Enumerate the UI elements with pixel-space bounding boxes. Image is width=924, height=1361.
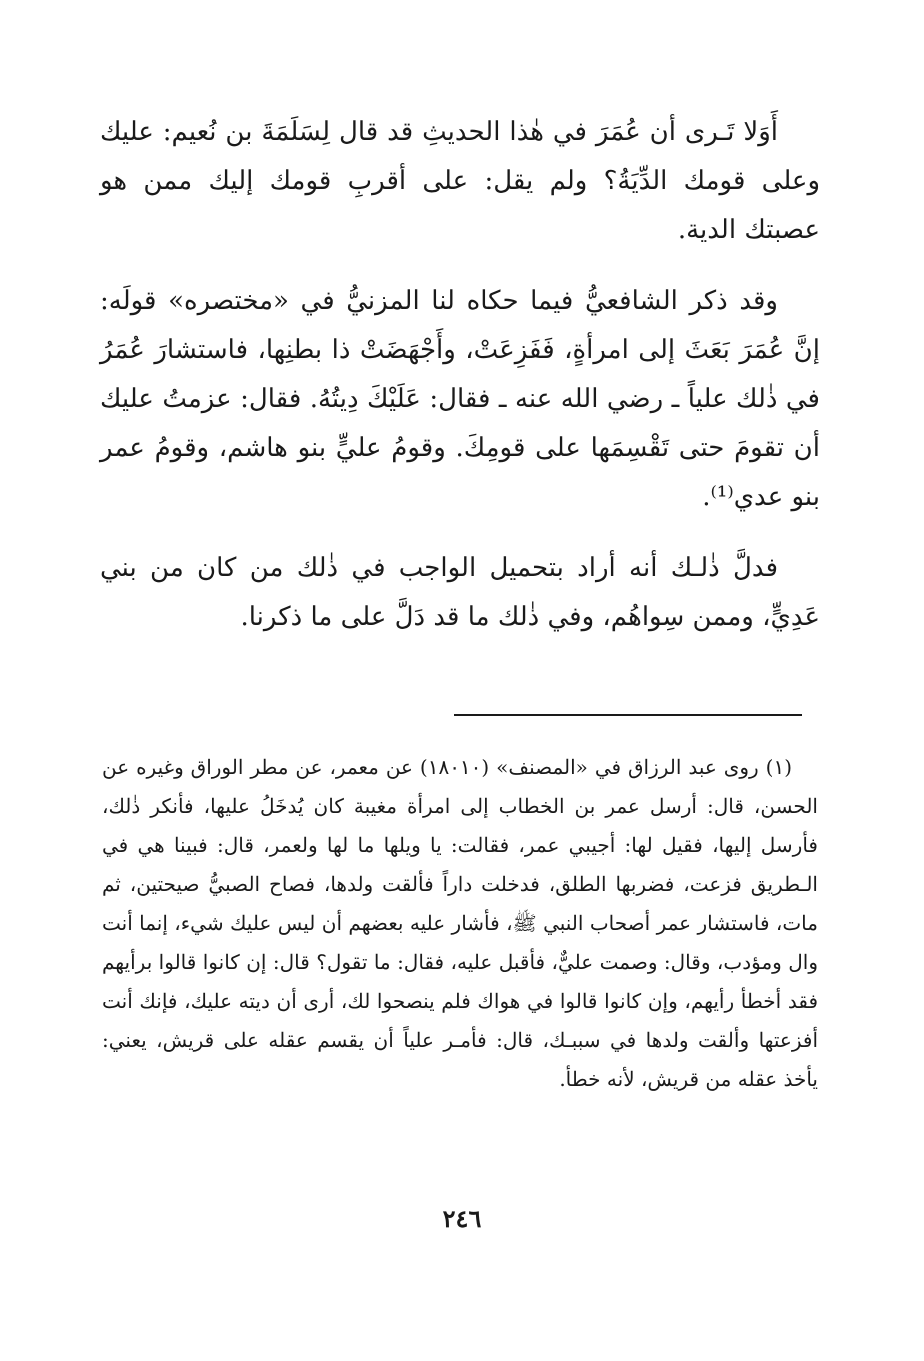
page-number: ٢٤٦: [442, 1204, 482, 1233]
footnotes: [102, 748, 818, 1099]
footnote-separator: [454, 714, 802, 716]
footnote: (١) روى عبد الرزاق في «المصنف» (١٨٠١٠) عن معمر، عن مطر الوراق وغيره عن الحسن، قال: أرسل عمر بن الخطاب إلى امرأة مغيبة كان يُدخَلُ عليها، فأنكر ذٰلك، فأرسل إليها، فقيل لها: أجيبي عمر، فقالت: يا ويلها ما لها ولعمر، قال: فبينا هي في الـطريق فزعت، فضربها الطلق، فدخلت داراً فألقت ولدها، فصاح الصبيُّ صيحتين، ثم مات، فاستشار عمر أصحاب النبي ﷺ، فأشار عليه بعضهم أن ليس عليك شيء، إنما أنت وال ومؤدب، وقال: وصمت عليٌّ، فأقبل عليه، فقال: ما تقول؟ قال: إن كانوا قالوا برأيهم فقد أخطأ رأيهم، وإن كانوا قالوا في هواك فلم ينصحوا لك، أرى أن ديته عليك، فإنك أنت أفزعتها وألقت ولدها في سببـك، قال: فأمـر علياً أن يقسم عقله على قريش، يعني: يأخذ عقله من قريش، لأنه خطأ.: [102, 755, 818, 1091]
paragraph: فدلَّ ذٰلـك أنه أراد بتحميل الواجب في ذٰلك من كان من بني عَدِيٍّ، وممن سِواهُم، وفي ذٰلك ما قد دَلَّ على ما ذكرنا.: [100, 553, 820, 632]
main-text: [100, 108, 820, 642]
paragraph: أَوَلا تَـرى أن عُمَرَ في هٰذا الحديثِ قد قال لِسَلَمَةَ بن نُعيم: عليك وعلى قومك الدِّيَةُ؟ ولم يقل: على أقربِ قومك إليك ممن هو عصبتك الدية.: [100, 117, 820, 245]
paragraph: وقد ذكر الشافعيُّ فيما حكاه لنا المزنيُّ في «مختصره» قولَه: إنَّ عُمَرَ بَعَثَ إلى امرأةٍ، فَفَزِعَتْ، وأَجْهَضَتْ ذا بطنِها، فاستشارَ عُمَرُ في ذٰلك علياً ـ رضي الله عنه ـ فقال: عَلَيْكَ دِيتُهُ. فقال: عزمتُ عليك أن تقومَ حتى تَقْسِمَها على قومِكَ. وقومُ عليٍّ بنو هاشم، وقومُ عمر بنو عدي⁽¹⁾.: [100, 286, 820, 512]
